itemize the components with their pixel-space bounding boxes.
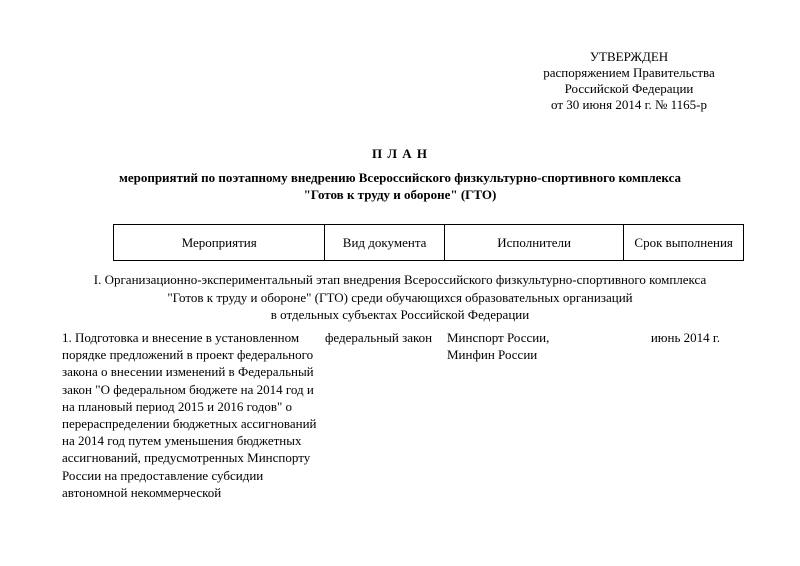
approval-line: УТВЕРЖДЕН xyxy=(589,49,669,64)
table-cell-executors xyxy=(447,329,622,363)
executor-line: Минспорт России, xyxy=(447,330,550,345)
table-header-row xyxy=(113,224,744,261)
section-heading-line: "Готов к труду и обороне" (ГТО) среди обучающихся образовательных организаций xyxy=(167,289,633,305)
column-header-executors: Исполнители xyxy=(445,225,624,260)
executor-line: Минфин России xyxy=(447,347,538,363)
table-cell-deadline: июнь 2014 г. xyxy=(650,330,720,345)
subtitle-line: "Готов к труду и обороне" (ГТО) xyxy=(303,187,497,202)
approval-line: от 30 июня 2014 г. № 1165-р xyxy=(551,97,707,112)
section-heading xyxy=(40,271,760,324)
column-header-document-type: Вид документа xyxy=(325,225,445,260)
document-subtitle xyxy=(0,169,800,203)
section-heading-line: в отдельных субъектах Российской Федерации xyxy=(270,307,530,322)
document-title: П Л А Н xyxy=(371,146,429,161)
column-header-activities: Мероприятия xyxy=(114,225,325,260)
table-cell-activity: 1. Подготовка и внесение в установленном порядке предложений в проект федерального закона о внесении изменений в Федеральный закон "О федеральном бюджете на 2014 год и на плановый период 2015 и 2016 годов" о перераспределении бюджетных ассигнований на 2014 год путем уменьшения бюджетных ассигнований, предусмотренных Минспорту России на предоставление субсидии автономной некоммерческой xyxy=(62,330,317,500)
approval-line: распоряжением Правительства xyxy=(543,65,715,80)
approval-line: Российской Федерации xyxy=(564,81,694,96)
section-heading-line: I. Организационно-экспериментальный этап внедрения Всероссийского физкультурно-спортивного комплекса xyxy=(93,272,707,287)
column-header-deadline: Срок выполнения xyxy=(634,235,733,250)
subtitle-line: мероприятий по поэтапному внедрению Всероссийского физкультурно-спортивного комплекса xyxy=(118,170,682,185)
table-cell-document-type: федеральный закон xyxy=(325,330,433,345)
approval-block xyxy=(528,49,730,113)
